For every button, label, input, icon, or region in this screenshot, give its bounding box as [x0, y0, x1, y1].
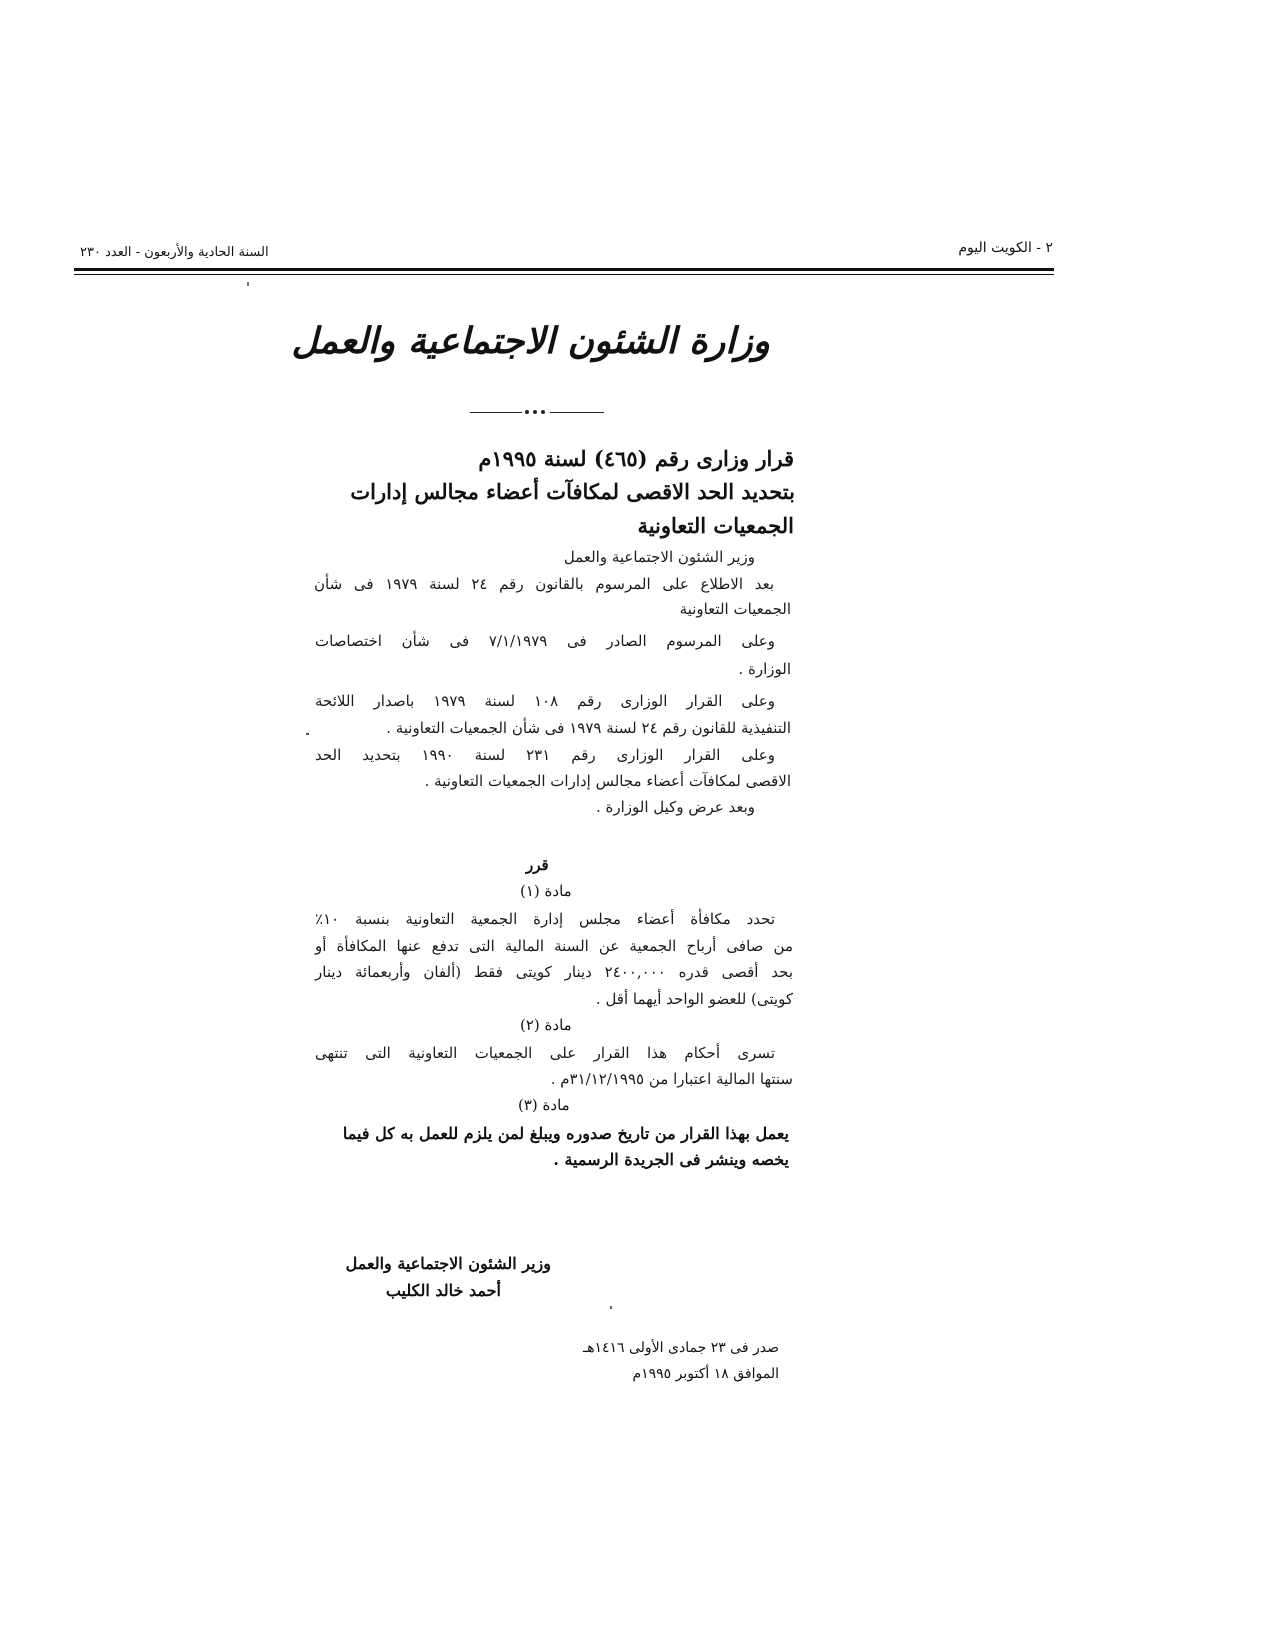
article-1-line: تحدد مكافأة أعضاء مجلس إدارة الجمعية التعاونية بنسبة ١٠٪ [315, 910, 775, 928]
article-3-line: يعمل بهذا القرار من تاريخ صدوره ويبلغ لمن يلزم للعمل به كل فيما [342, 1124, 789, 1143]
preamble-line: وبعد عرض وكيل الوزارة . [595, 798, 755, 816]
article-1-line: بحد أقصى قدره ٢٤٠٠,٠٠٠ دينار كويتى فقط (ألفان وأربعمائة دينار [315, 963, 793, 981]
ornament-divider [470, 408, 604, 418]
issue-date-hijri: صدر فى ٢٣ جمادى الأولى ١٤١٦هـ [582, 1340, 779, 1356]
article-2-line: تسرى أحكام هذا القرار على الجمعيات التعاونية التى تنتهى [315, 1044, 775, 1062]
article-1-heading: مادة (١) [520, 882, 572, 900]
signatory-title: وزير الشئون الاجتماعية والعمل [345, 1254, 551, 1273]
article-3-heading: مادة (٣) [518, 1096, 570, 1114]
article-3-line: يخصه وينشر فى الجريدة الرسمية . [553, 1150, 789, 1169]
article-1-line: من صافى أرباح الجمعية عن السنة المالية التى تدفع عنها المكافأة أو [315, 937, 793, 955]
header-rule-thin [74, 274, 1054, 275]
decision-title: قرار وزارى رقم (٤٦٥) لسنة ١٩٩٥م [478, 446, 794, 471]
header-page-title: ٢ - الكويت اليوم [958, 240, 1053, 256]
header-rule-thick [74, 268, 1054, 271]
preamble-line: وعلى القرار الوزارى رقم ٢٣١ لسنة ١٩٩٠ بتحديد الحد [315, 746, 776, 764]
preamble-line: وعلى القرار الوزارى رقم ١٠٨ لسنة ١٩٧٩ باصدار اللائحة [315, 692, 776, 710]
preamble-line: الاقصى لمكافآت أعضاء مجالس إدارات الجمعيات التعاونية . [424, 772, 791, 790]
preamble-line: وعلى المرسوم الصادر فى ٧/١/١٩٧٩ فى شأن اختصاصات [315, 632, 775, 650]
ministry-heading: وزارة الشئون الاجتماعية والعمل [291, 320, 770, 362]
preamble-line: التنفيذية للقانون رقم ٢٤ لسنة ١٩٧٩ فى شأن الجمعيات التعاونية . [386, 719, 791, 737]
preamble-line: بعد الاطلاع على المرسوم بالقانون رقم ٢٤ لسنة ١٩٧٩ فى شأن [314, 575, 774, 593]
issue-date-gregorian: الموافق ١٨ أكتوبر ١٩٩٥م [632, 1366, 779, 1382]
decided-heading: قرر [526, 856, 549, 874]
preamble-line: الجمعيات التعاونية [679, 600, 791, 618]
article-2-heading: مادة (٢) [520, 1016, 572, 1034]
signatory-name: أحمد خالد الكليب [385, 1281, 501, 1300]
preamble-line: الوزارة . [738, 660, 791, 678]
decision-subject-cont: الجمعيات التعاونية [637, 513, 794, 538]
decision-subject: بتحديد الحد الاقصى لمكافآت أعضاء مجالس إدارات [350, 479, 795, 504]
header-issue-info: السنة الحادية والأربعون - العدد ٢٣٠ [80, 245, 269, 260]
scan-speck [247, 282, 249, 286]
article-1-line: كويتى) للعضو الواحد أيهما أقل . [595, 990, 793, 1008]
scan-mark [306, 733, 309, 735]
article-2-line: سنتها المالية اعتبارا من ٣١/١٢/١٩٩٥م . [550, 1070, 793, 1088]
scan-mark [610, 1306, 612, 1309]
preamble-line: وزير الشئون الاجتماعية والعمل [563, 548, 755, 566]
